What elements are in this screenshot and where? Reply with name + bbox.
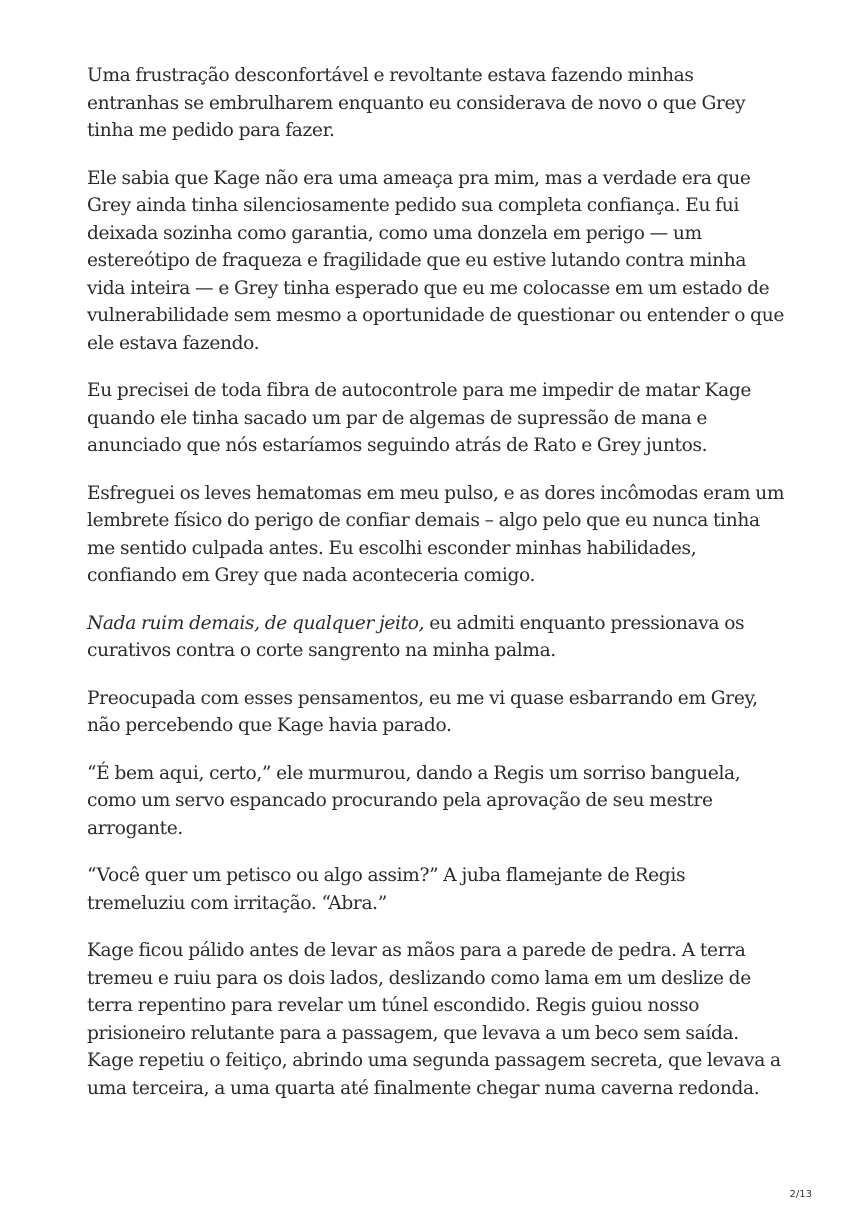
page-body (87, 62, 787, 1122)
paragraph-5-text: eu admiti enquanto pressionava os curativos contra o corte sangrento na minha palma. (87, 612, 745, 661)
paragraph-2: Ele sabia que Kage não era uma ameaça pra mim, mas a verdade era que Grey ainda tinha silenciosamente pedido sua completa confiança. Eu fui deixada sozinha como garantia, como uma donzela em perigo — um estereótipo de fraqueza e fragilidade que eu estive lutando contra minha vida inteira — e Grey tinha esperado que eu me colocasse em um estado de vulnerabilidade sem mesmo a oportunidade de questionar ou entender o que ele estava fazendo. (87, 167, 784, 354)
paragraph-5-italic-thought: Nada ruim demais, de qualquer jeito, (87, 612, 425, 634)
paragraph-6: Preocupada com esses pensamentos, eu me vi quase esbarrando em Grey, não percebendo que Kage havia parado. (87, 687, 758, 736)
paragraph-5 (87, 610, 787, 665)
paragraph-1: Uma frustração desconfortável e revoltante estava fazendo minhas entranhas se embrulharem enquanto eu considerava de novo o que Grey tinha me pedido para fazer. (87, 65, 746, 141)
paragraph-9: Kage ficou pálido antes de levar as mãos para a parede de pedra. A terra tremeu e ruiu para os dois lados, deslizando como lama em um deslize de terra repentino para revelar um túnel escondido. Regis guiou nosso prisioneiro relutante para a passagem, que levava a um beco sem saída. Kage repetiu o feitiço, abrindo uma segunda passagem secreta, que levava a uma terceira, a uma quarta até finalmente chegar numa caverna redonda. (87, 940, 781, 1099)
paragraph-3: Eu precisei de toda fibra de autocontrole para me impedir de matar Kage quando ele tinha sacado um par de algemas de supressão de mana e anunciado que nós estaríamos seguindo atrás de Rato e Grey juntos. (87, 380, 752, 456)
paragraph-4: Esfreguei os leves hematomas em meu pulso, e as dores incômodas eram um lembrete físico do perigo de confiar demais – algo pelo que eu nunca tinha me sentido culpada antes. Eu escolhi esconder minhas habilidades, confiando em Grey que nada aconteceria comigo. (87, 482, 785, 586)
page-number: 2/13 (789, 1189, 812, 1200)
paragraph-7: “É bem aqui, certo,” ele murmurou, dando a Regis um sorriso banguela, como um servo espancado procurando pela aprovação de seu mestre arrogante. (87, 762, 741, 839)
paragraph-8: “Você quer um petisco ou algo assim?” A juba flamejante de Regis tremeluziu com irritação. “Abra.” (87, 865, 686, 914)
